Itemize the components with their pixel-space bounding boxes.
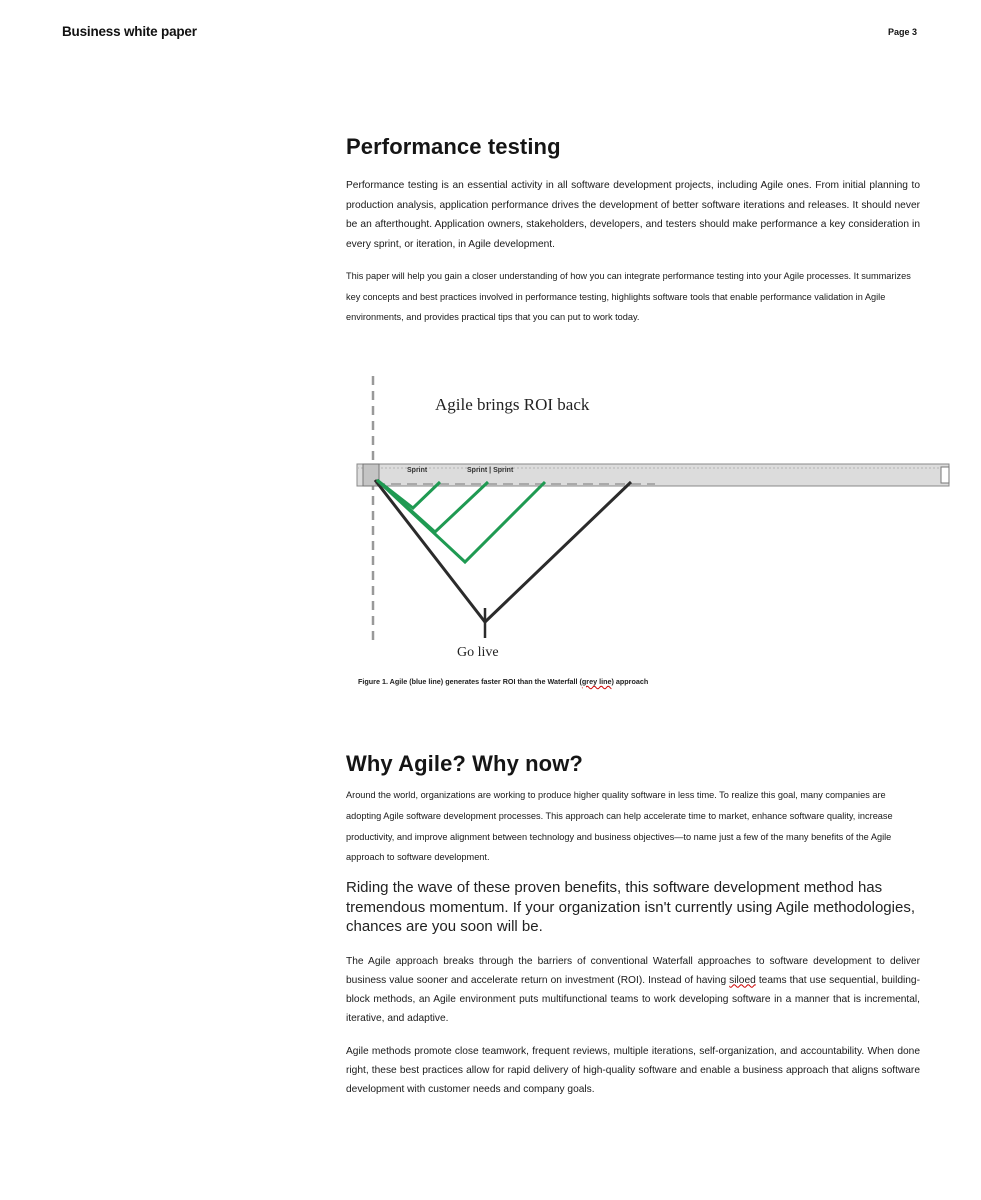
caption-text: grey line	[581, 677, 612, 686]
go-live-label: Go live	[457, 645, 499, 660]
paragraph	[346, 952, 920, 1028]
paragraph: Riding the wave of these proven benefits, this software development method has tremendous momentum. If your organization isn't currently using Agile methodologies, chances are you soon will be.	[346, 879, 915, 936]
section-heading: Performance testing	[346, 134, 561, 159]
paragraph-text: The Agile approach breaks through the barriers of conventional Waterfall approaches to software development to deliver business value sooner and accelerate return on investment (ROI). Instead of having	[346, 955, 920, 986]
ruler-handle	[941, 467, 949, 483]
caption-text: Figure 1. Agile (blue line) generates faster ROI than the Waterfall (	[358, 677, 582, 686]
paragraph: This paper will help you gain a closer understanding of how you can integrate performance testing into your Agile processes. It summarizes key concepts and best practices involved in performance testing, highlights software tools that enable performance validation in Agile environments, and provides practical tips that you can put to work today.	[346, 271, 911, 323]
paragraph-text: siloed	[729, 974, 756, 986]
caption-text: ) approach	[611, 677, 649, 686]
waterfall-line	[375, 480, 631, 622]
ruler-label: Sprint	[407, 467, 428, 474]
section-why-agile	[346, 751, 920, 1099]
section-heading: Why Agile? Why now?	[346, 751, 583, 776]
paragraph-text: teams that use sequential, building-block methods, an Agile environment puts multifunctional teams to work developing software in a manner that is incremental, iterative, and adaptive.	[346, 974, 920, 1024]
paragraph: Agile methods promote close teamwork, frequent reviews, multiple iterations, self-organization, and accountability. When done right, these best practices allow for rapid delivery of high-quality software and enable a business approach that aligns software development with customer needs and company goals.	[346, 1045, 920, 1095]
figure-caption	[358, 677, 648, 686]
section-performance-testing	[346, 134, 920, 328]
ruler-label: Sprint | Sprint	[467, 467, 514, 474]
paragraph: Around the world, organizations are working to produce higher quality software in less time. To realize this goal, many companies are adopting Agile software development processes. This approach can help accelerate time to market, enhance software quality, increase productivity, and improve alignment between technology and business objectives—to name just a few of the many benefits of the Agile approach to software development.	[346, 790, 893, 863]
roi-figure	[355, 372, 955, 672]
roi-diagram	[355, 372, 955, 672]
paragraph: Performance testing is an essential activity in all software development projects, including Agile ones. From initial planning to production analysis, application performance drives the development of better software iterations and releases. It should never be an afterthought. Application owners, stakeholders, developers, and testers should make performance a key consideration in every sprint, or iteration, in Agile development.	[346, 180, 920, 250]
document-header-title: Business white paper	[62, 24, 197, 39]
page-number: Page 3	[887, 27, 917, 37]
figure-title: Agile brings ROI back	[435, 395, 590, 414]
agile-line	[377, 480, 545, 562]
ruler-bar	[357, 464, 949, 486]
